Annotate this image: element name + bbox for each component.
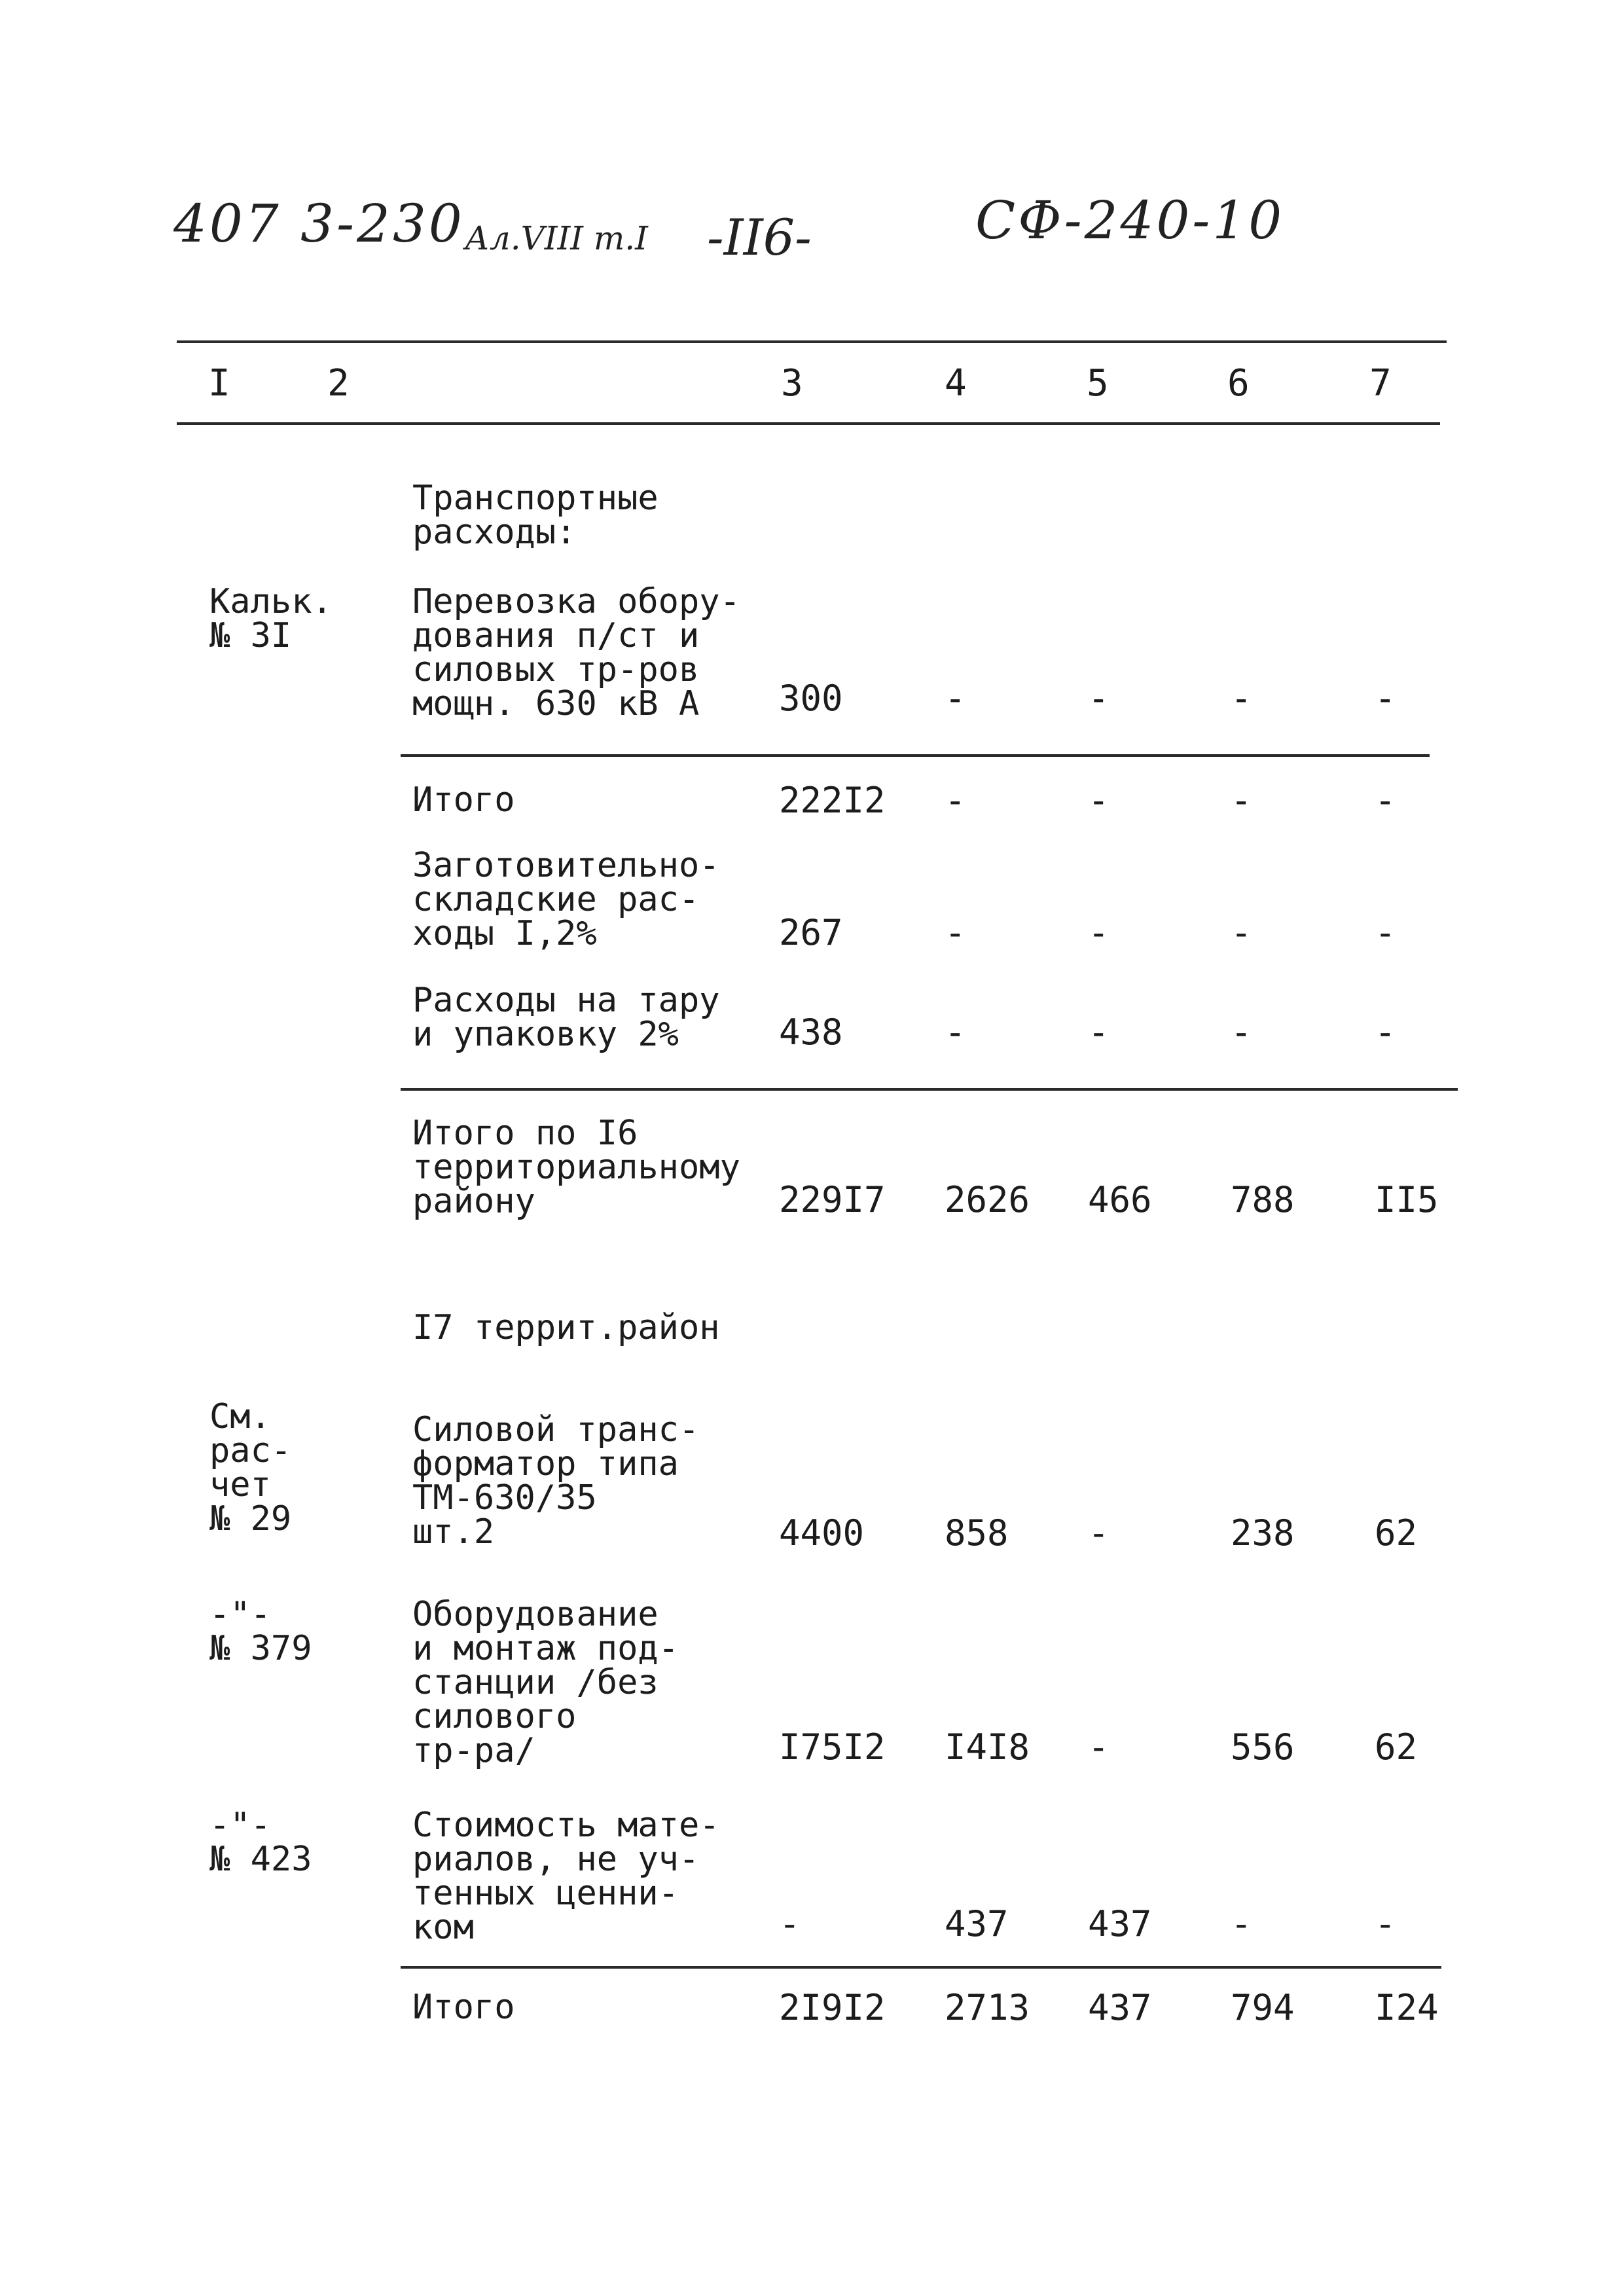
- row-col3: -: [779, 1903, 801, 1944]
- section-heading-transport: Транспортные расходы:: [412, 479, 659, 552]
- row-col4: 2626: [945, 1179, 1030, 1220]
- album-reference: Ал.VIII т.I: [465, 219, 648, 257]
- section-heading-district: I7 террит.район: [412, 1308, 720, 1347]
- subtotal-rule-3: [401, 1966, 1441, 1969]
- row-col6: -: [1231, 780, 1252, 821]
- row-col3: 300: [779, 678, 843, 719]
- row-col6: 788: [1231, 1179, 1295, 1220]
- row-description: Заготовительно- складские рас- ходы I,2%: [412, 846, 720, 953]
- row-col5: -: [1088, 1011, 1110, 1053]
- row-col5: -: [1088, 1512, 1110, 1554]
- column-header-4: 4: [945, 362, 967, 405]
- row-col7: II5: [1375, 1179, 1439, 1220]
- subtotal-rule-2: [401, 1088, 1458, 1091]
- row-col4: 2713: [945, 1987, 1030, 2028]
- row-reference: -"- № 423: [209, 1806, 312, 1879]
- row-col6: -: [1231, 1903, 1252, 1944]
- row-col6: 794: [1231, 1987, 1295, 2028]
- row-col5: 437: [1088, 1903, 1152, 1944]
- column-header-2: 2: [327, 362, 350, 405]
- column-header-7: 7: [1369, 362, 1392, 405]
- row-col5: 466: [1088, 1179, 1152, 1220]
- row-description: Итого: [412, 780, 515, 820]
- row-col3: 438: [779, 1011, 843, 1053]
- row-col4: -: [945, 1011, 966, 1053]
- row-description: Итого по I6 территориальному району: [412, 1114, 740, 1221]
- row-col5: -: [1088, 1726, 1110, 1768]
- row-description: Стоимость мате- риалов, не уч- тенных ценни- ком: [412, 1806, 720, 1947]
- row-col6: -: [1231, 678, 1252, 719]
- row-col6: 238: [1231, 1512, 1295, 1554]
- row-col7: -: [1375, 780, 1396, 821]
- row-col3: 267: [779, 912, 843, 953]
- row-col7: 62: [1375, 1726, 1418, 1768]
- row-col4: -: [945, 678, 966, 719]
- row-reference: Кальк. № 3I: [209, 582, 333, 655]
- document-code: 407 3-230: [173, 193, 465, 254]
- row-col6: -: [1231, 912, 1252, 953]
- row-col3: 2I9I2: [779, 1987, 886, 2028]
- row-col5: -: [1088, 678, 1110, 719]
- row-col6: 556: [1231, 1726, 1295, 1768]
- row-col5: 437: [1088, 1987, 1152, 2028]
- table-top-rule: [177, 340, 1447, 343]
- row-col7: 62: [1375, 1512, 1418, 1554]
- row-col4: -: [945, 780, 966, 821]
- page-number: -II6-: [707, 208, 812, 266]
- row-col7: -: [1375, 678, 1396, 719]
- row-col7: -: [1375, 1011, 1396, 1053]
- row-description: Оборудование и монтаж под- станции /без силового тр-ра/: [412, 1595, 679, 1770]
- row-col3: 229I7: [779, 1179, 886, 1220]
- row-col7: -: [1375, 1903, 1396, 1944]
- row-reference: -"- № 379: [209, 1595, 312, 1668]
- row-col3: 4400: [779, 1512, 865, 1554]
- row-reference: См. рас- чет № 29: [209, 1397, 292, 1539]
- header-bottom-rule: [177, 422, 1440, 425]
- column-header-5: 5: [1087, 362, 1109, 405]
- row-col5: -: [1088, 912, 1110, 953]
- row-description: Расходы на тару и упаковку 2%: [412, 981, 720, 1054]
- row-description: Перевозка обору- дования п/ст и силовых тр-ров мощн. 630 кВ А: [412, 582, 740, 723]
- row-col4: -: [945, 912, 966, 953]
- sheet-code: СФ-240-10: [975, 190, 1285, 251]
- row-col5: -: [1088, 780, 1110, 821]
- row-col4: I4I8: [945, 1726, 1030, 1768]
- column-header-6: 6: [1227, 362, 1250, 405]
- row-description: Силовой транс- форматор типа ТМ-630/35 шт.2: [412, 1410, 700, 1552]
- row-col3: I75I2: [779, 1726, 886, 1768]
- row-col7: I24: [1375, 1987, 1439, 2028]
- row-col4: 437: [945, 1903, 1009, 1944]
- column-header-3: 3: [781, 362, 803, 405]
- column-header-1: I: [208, 362, 230, 405]
- row-col6: -: [1231, 1011, 1252, 1053]
- row-col3: 222I2: [779, 780, 886, 821]
- subtotal-rule-1: [401, 754, 1430, 757]
- row-col4: 858: [945, 1512, 1009, 1554]
- row-col7: -: [1375, 912, 1396, 953]
- row-description: Итого: [412, 1988, 515, 2027]
